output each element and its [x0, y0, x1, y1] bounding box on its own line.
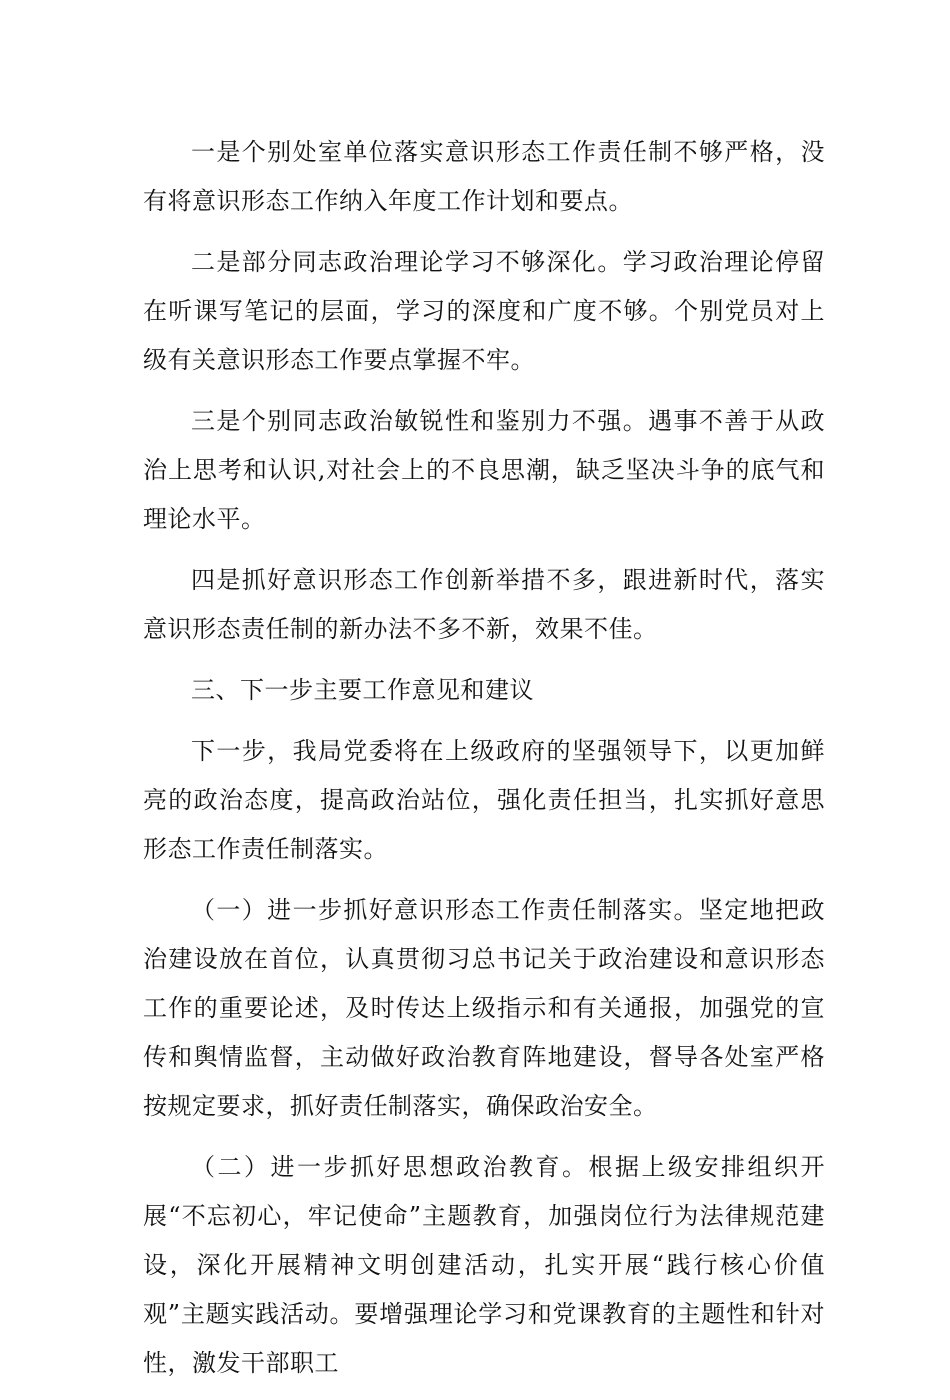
document-body	[143, 128, 825, 1400]
paragraph-measure-1: （一）进一步抓好意识形态工作责任制落实。坚定地把政治建设放在首位，认真贯彻习总书记关于政治建设和意识形态工作的重要论述，及时传达上级指示和有关通报，加强党的宣传和舆情监督，主动做好政治教育阵地建设，督导各处室严格按规定要求，抓好责任制落实，确保政治安全。	[143, 896, 825, 1120]
paragraph-issue-4: 四是抓好意识形态工作创新举措不多，跟进新时代，落实意识形态责任制的新办法不多不新，效果不佳。	[143, 566, 825, 643]
paragraph-measure-2: （二）进一步抓好思想政治教育。根据上级安排组织开展“不忘初心，牢记使命”主题教育，加强岗位行为法律规范建设，深化开展精神文明创建活动，扎实开展“践行核心价值观”主题实践活动。要增强理论学习和党课教育的主题性和针对性，激发干部职工	[143, 1153, 825, 1377]
paragraph-issue-1: 一是个别处室单位落实意识形态工作责任制不够严格，没有将意识形态工作纳入年度工作计划和要点。	[143, 138, 825, 215]
paragraph-issue-2: 二是部分同志政治理论学习不够深化。学习政治理论停留在听课写笔记的层面，学习的深度和广度不够。个别党员对上级有关意识形态工作要点掌握不牢。	[143, 248, 825, 374]
paragraph-issue-3: 三是个别同志政治敏锐性和鉴别力不强。遇事不善于从政治上思考和认识,对社会上的不良思潮，缺乏坚决斗争的底气和理论水平。	[143, 407, 825, 533]
paragraph-next-step: 下一步，我局党委将在上级政府的坚强领导下，以更加鲜亮的政治态度，提高政治站位，强化责任担当，扎实抓好意思形态工作责任制落实。	[143, 737, 825, 863]
section-heading: 三、下一步主要工作意见和建议	[191, 676, 534, 704]
